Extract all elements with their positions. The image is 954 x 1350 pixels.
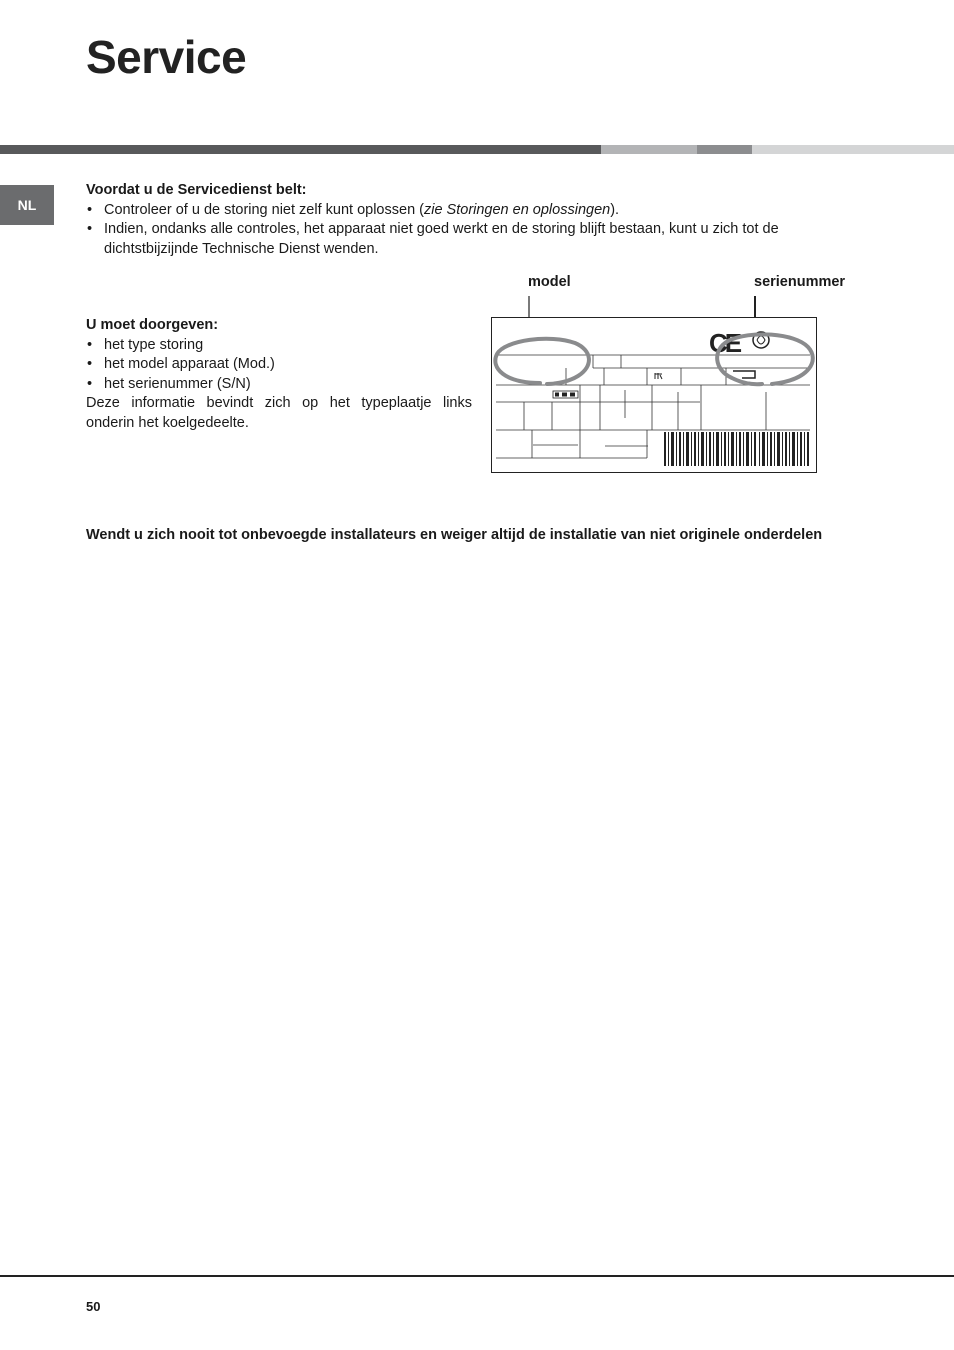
serial-number-label: serienummer bbox=[754, 274, 846, 290]
list-item: • het type storing bbox=[86, 336, 472, 356]
must-provide-heading: U moet doorgeven: bbox=[86, 317, 219, 333]
page-title: Service bbox=[86, 31, 247, 83]
page-number: 50 bbox=[86, 1299, 101, 1314]
plate-location-note: Deze informatie bevindt zich op het typeplaatje links onderin het koelgedeelte. bbox=[86, 395, 472, 431]
item-text: Controleer of u de storing niet zelf kunt oplossen ( bbox=[104, 201, 424, 218]
star-rating-icon bbox=[570, 393, 575, 397]
language-tab[interactable]: NL bbox=[0, 185, 54, 225]
model-label: model bbox=[528, 274, 571, 290]
cross-reference-link[interactable]: zie Storingen en oplossingen bbox=[423, 201, 611, 218]
item-text: ). bbox=[610, 201, 620, 218]
footer-rule bbox=[0, 1275, 954, 1277]
list-item: • Indien, ondanks alle controles, het apparaat niet goed werkt en de storing blijft bestaan, kunt u zich tot de dichtstbijzijnde Technische Dienst wenden. bbox=[86, 220, 846, 259]
list-item: • het serienummer (S/N) bbox=[86, 375, 472, 395]
before-calling-heading: Voordat u de Servicedienst belt: bbox=[86, 182, 307, 198]
star-rating-icon bbox=[562, 393, 567, 397]
warning-text: Wendt u zich nooit tot onbevoegde installateurs en weiger altijd de installatie van niet originele onderdelen bbox=[86, 527, 823, 543]
rating-plate-illustration bbox=[0, 0, 954, 500]
list-item: • het model apparaat (Mod.) bbox=[86, 355, 472, 375]
ce-mark-icon: CE bbox=[709, 328, 740, 358]
star-rating-icon bbox=[555, 393, 559, 397]
